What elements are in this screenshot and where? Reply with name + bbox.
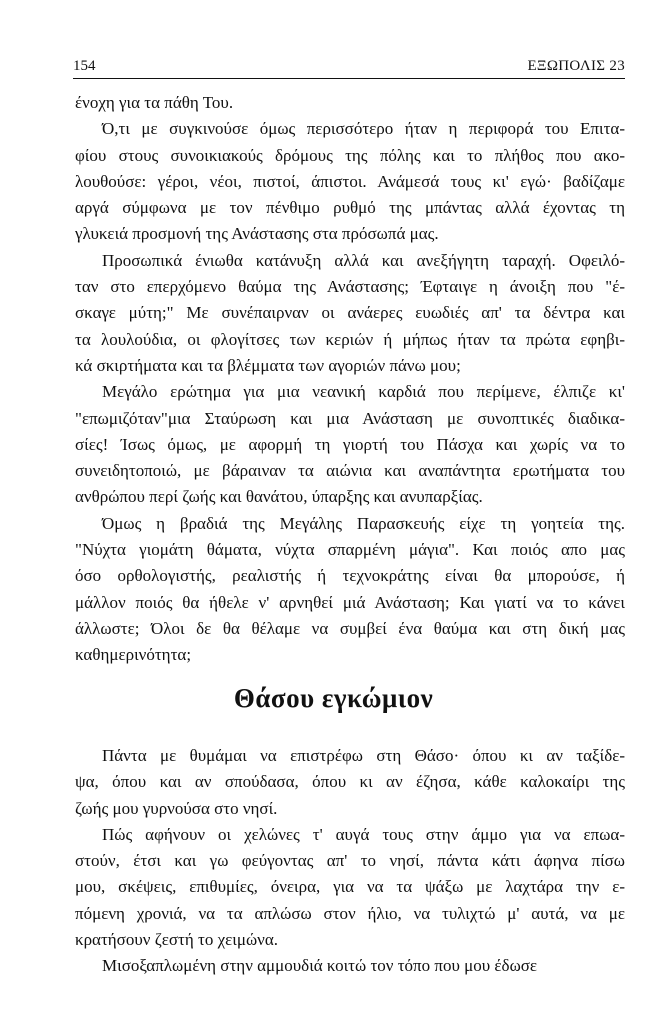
text-line: τα λουλούδια, οι φλογίτσες των κεριών ή μήπως ήταν τα πρώτα εφηβι- (75, 329, 625, 349)
text-line: σίες! Ίσως όμως, με αφορμή τη γιορτή του Πάσχα και χωρίς να το (75, 434, 625, 454)
text-line: ζωής μου γυρνούσα στο νησί. (75, 798, 278, 818)
paragraph (75, 379, 625, 510)
text-line: κά σκιρτήματα και τα βλέμματα των αγοριών πάνω μου; (75, 355, 461, 375)
text-line: Πώς αφήνουν οι χελώνες τ' αυγά τους στην άμμο για να επωα- (102, 824, 625, 844)
paragraph (75, 116, 625, 247)
text-line: ένοχη για τα πάθη Του. (75, 93, 234, 112)
text-line: Πάντα με θυμάμαι να επιστρέφω στη Θάσο· όπου κι αν ταξίδε- (102, 746, 625, 765)
text-line: γλυκειά προσμονή της Ανάστασης στα πρόσωπά μας. (75, 224, 439, 244)
page-number: 154 (73, 58, 96, 74)
text-line: ανθρώπου περί ζωής και θανάτου, ύπαρξης και ανυπαρξίας. (75, 487, 483, 507)
paragraph (75, 90, 625, 116)
text-line: κρατήσουν ζεστή το χειμώνα. (75, 930, 278, 950)
text-line: φίου στους συνοικιακούς δρόμους της πόλης και το πλήθος που ακο- (75, 145, 625, 165)
text-line: άλλωστε; Όλοι δε θα θέλαμε να συμβεί ένα θαύμα και στη δική μας (75, 618, 625, 638)
paragraph (75, 248, 625, 379)
text-line: Μισοξαπλωμένη στην αμμουδιά κοιτώ τον τόπο που μου έδωσε (102, 956, 538, 976)
text-line: ψα, όπου και αν σπούδασα, όπου κι αν έζησα, κάθε καλοκαίρι της (75, 772, 625, 792)
text-line: πόμενη χρονιά, να τα απλώσω στον ήλιο, να τυλιχτώ μ' αυτά, να με (75, 903, 625, 923)
text-line: λουθούσε: γέροι, νέοι, πιστοί, άπιστοι. Ανάμεσά τους κι' εγώ· βαδίζαμε (75, 171, 625, 191)
paragraph (75, 743, 625, 822)
text-line: καθημερινότητα; (75, 645, 192, 665)
text-line: "επωμιζόταν"μια Σταύρωση και μια Ανάσταση με συνοπτικές διαδικα- (75, 408, 625, 428)
body-text-top (75, 90, 625, 669)
section-title: Θάσου εγκώμιον (233, 683, 434, 713)
body-text-bottom (75, 743, 625, 980)
text-line: "Νύχτα γιομάτη θάματα, νύχτα σπαρμένη μάγια". Και ποιός απο μας (75, 540, 625, 560)
text-line: Ό,τι με συγκινούσε όμως περισσότερο ήταν η περιφορά του Επιτα- (102, 119, 625, 139)
paragraph (75, 511, 625, 669)
paragraph (75, 822, 625, 953)
text-line: μου, σκέψεις, επιθυμίες, όνειρα, για να τα ψάξω με λαχτάρα την ε- (75, 877, 625, 897)
paragraph (75, 953, 625, 979)
text-line: Όμως η βραδιά της Μεγάλης Παρασκευής είχε τη γοητεία της. (102, 513, 625, 533)
running-head: ΕΞΩΠΟΛΙΣ 23 (527, 58, 625, 74)
text-line: Προσωπικά ένιωθα κατάνυξη αλλά και ανεξήγητη ταραχή. Οφειλό- (102, 250, 625, 270)
text-line: συνειδητοποιώ, με βάραιναν τα αιώνια και αναπάντητα ερωτήματα του (75, 461, 625, 481)
text-line: όσο ορθολογιστής, ρεαλιστής ή τεχνοκράτης είναι θα μπορούσε, ή (75, 566, 625, 586)
text-line: σκαγε μύτη;" Με συνέπαιρναν οι ανάερες ευωδιές απ' τα δέντρα και (75, 303, 625, 323)
text-line: μάλλον ποιός θα ήθελε ν' αρνηθεί μιά Ανάσταση; Και γιατί να το κάνει (75, 592, 625, 612)
text-line: Μεγάλο ερώτημα για μια νεανική καρδιά που περίμενε, έλπιζε κι' (102, 382, 625, 402)
page-header (73, 52, 625, 79)
text-line: στούν, έτσι και γω φεύγοντας απ' το νησί, πάντα κάτι άφηνα πίσω (75, 851, 625, 871)
text-line: αργά σύμφωνα με τον πένθιμο ρυθμό της μπάντας αλλά έχοντας τη (75, 198, 625, 218)
text-line: ταν στο επερχόμενο θαύμα της Ανάστασης; Έφταιγε η άνοιξη που "έ- (75, 277, 625, 297)
